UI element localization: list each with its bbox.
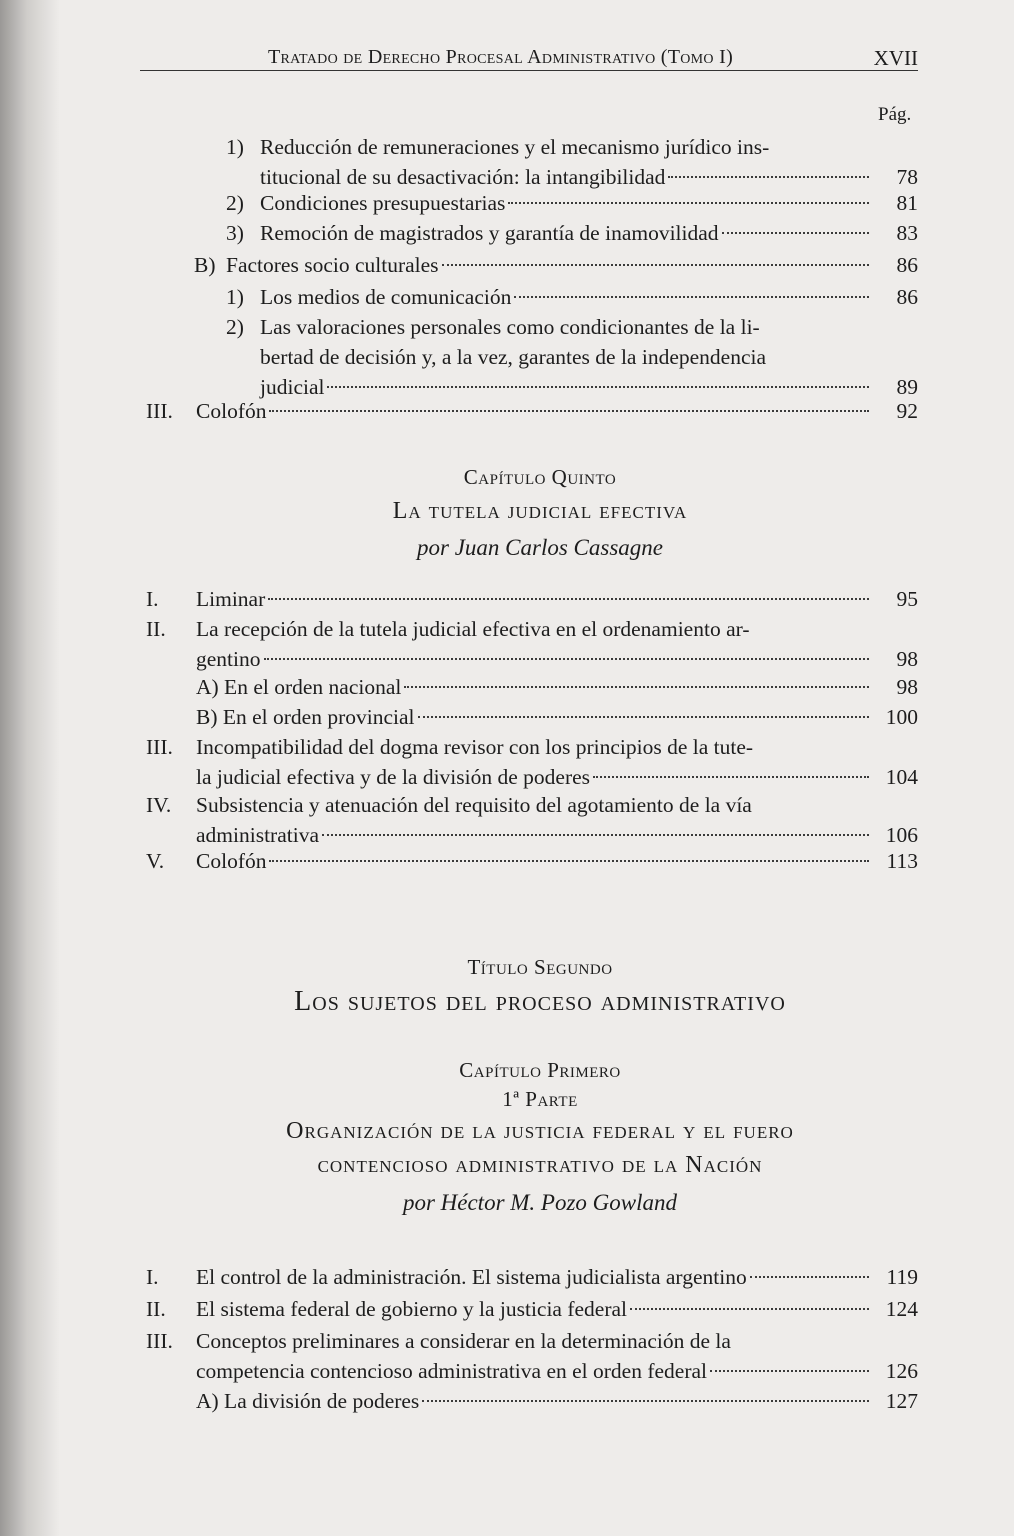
toc-entry-page: 95: [896, 587, 918, 611]
leader-dots: [750, 1276, 869, 1278]
toc-entry: [146, 1326, 918, 1386]
toc-entry-text: titucional de su desactivación: la intangibilidad: [260, 165, 666, 189]
toc-entry-text: Conceptos preliminares a considerar en la determinación de la: [196, 1329, 731, 1353]
toc-entry-text: Factores socio culturales: [226, 253, 439, 277]
toc-entry-page: 86: [896, 253, 918, 277]
toc-entry: [146, 846, 918, 876]
chapter-label: Capítulo Quinto: [463, 465, 617, 489]
toc-entry: [146, 396, 918, 426]
toc-entry: [196, 702, 918, 732]
leader-dots: [722, 232, 869, 234]
page-gutter-shadow: [0, 0, 60, 1536]
toc-entry-text: Colofón: [196, 399, 267, 423]
toc-entry-text: competencia contencioso administrativa en el orden federal: [196, 1359, 708, 1383]
toc-entry-number: 3): [226, 221, 244, 245]
toc-entry-number: B): [194, 253, 216, 277]
toc-entry-page: 86: [896, 285, 918, 309]
toc-entry-page: 100: [885, 705, 918, 729]
leader-dots: [269, 860, 869, 862]
toc-entry: [146, 1262, 918, 1292]
toc-entry: [196, 672, 918, 702]
leader-dots: [514, 296, 869, 298]
toc-entry-page: 127: [885, 1389, 918, 1413]
toc-entry: [146, 790, 918, 850]
toc-entry-text: bertad de decisión y, a la vez, garantes de la independencia: [260, 345, 767, 369]
toc-entry: [146, 584, 918, 614]
toc-entry-page: 83: [896, 221, 918, 245]
toc-entry-page: 104: [885, 765, 918, 789]
toc-entry-text: Las valoraciones personales como condicionantes de la li-: [260, 315, 760, 339]
chapter-title-line-1: Organización de la justicia federal y el fuero: [286, 1118, 794, 1144]
toc-entry: [226, 218, 918, 248]
toc-entry: [194, 250, 918, 280]
page-column-label: Pág.: [878, 104, 912, 125]
toc-entry-text: A) La división de poderes: [196, 1389, 420, 1413]
toc-entry-number: III.: [146, 735, 173, 759]
toc-entry: [146, 614, 918, 674]
chapter-author: por Juan Carlos Cassagne: [417, 535, 663, 560]
toc-entry-text: administrativa: [196, 823, 319, 847]
toc-entry-text: Los medios de comunicación: [260, 285, 512, 309]
toc-entry-page: 92: [896, 399, 918, 423]
toc-entry: [226, 282, 918, 312]
toc-entry-page: 78: [896, 165, 918, 189]
toc-entry-number: V.: [146, 849, 165, 873]
toc-entry-text: Reducción de remuneraciones y el mecanismo jurídico ins-: [260, 135, 770, 159]
toc-entry-number: II.: [146, 1297, 166, 1321]
toc-entry-page: 89: [896, 375, 918, 399]
toc-entry-page: 81: [896, 191, 918, 215]
leader-dots: [508, 202, 869, 204]
toc-entry-text: Colofón: [196, 849, 267, 873]
toc-entry-text: Incompatibilidad del dogma revisor con los principios de la tute-: [196, 735, 754, 759]
toc-entry-text: Liminar: [196, 587, 266, 611]
toc-entry-number: 2): [226, 191, 244, 215]
toc-entry: [146, 732, 918, 792]
leader-dots: [630, 1308, 869, 1310]
toc-entry: [196, 1386, 918, 1416]
toc-entry: [146, 1294, 918, 1324]
leader-dots: [418, 716, 869, 718]
page-number: XVII: [873, 46, 918, 70]
chapter-author: por Héctor M. Pozo Gowland: [402, 1190, 678, 1215]
toc-entry: [226, 312, 918, 402]
toc-entry-page: 106: [885, 823, 918, 847]
running-title: Tratado de Derecho Procesal Administrativo (Tomo I): [268, 46, 734, 68]
toc-entry-number: I.: [146, 587, 159, 611]
leader-dots: [264, 658, 870, 660]
leader-dots: [593, 776, 869, 778]
toc-entry-text: El sistema federal de gobierno y la justicia federal: [196, 1297, 628, 1321]
toc-entry-number: II.: [146, 617, 166, 641]
toc-entry-page: 98: [896, 675, 918, 699]
leader-dots: [269, 410, 869, 412]
title-label: Título Segundo: [467, 955, 613, 979]
toc-entry-page: 113: [886, 849, 918, 873]
part-label: 1ª Parte: [502, 1087, 578, 1111]
toc-entry-number: I.: [146, 1265, 159, 1289]
toc-entry-text: A) En el orden nacional: [196, 675, 402, 699]
toc-entry: [226, 188, 918, 218]
chapter-title-line-2: contencioso administrativo de la Nación: [317, 1152, 763, 1178]
toc-entry-text: El control de la administración. El sistema judicialista argentino: [196, 1265, 747, 1289]
toc-entry-page: 126: [885, 1359, 918, 1383]
toc-entry-number: 1): [226, 135, 244, 159]
chapter-label: Capítulo Primero: [459, 1058, 621, 1082]
toc-entry-text: La recepción de la tutela judicial efectiva en el ordenamiento ar-: [196, 617, 750, 641]
toc-entry-text: B) En el orden provincial: [196, 705, 415, 729]
leader-dots: [668, 176, 869, 178]
toc-entry-text: Remoción de magistrados y garantía de inamovilidad: [260, 221, 719, 245]
chapter-title: La tutela judicial efectiva: [392, 498, 688, 524]
leader-dots: [322, 834, 869, 836]
toc-entry-number: III.: [146, 1329, 173, 1353]
toc-entry-number: IV.: [146, 793, 172, 817]
leader-dots: [327, 386, 869, 388]
toc-entry-text: la judicial efectiva y de la división de poderes: [196, 765, 591, 789]
leader-dots: [268, 598, 869, 600]
toc-entry-number: III.: [146, 399, 173, 423]
leader-dots: [442, 264, 869, 266]
toc-entry-page: 119: [886, 1265, 918, 1289]
toc-entry-text: judicial: [260, 375, 325, 399]
toc-entry: [226, 132, 918, 192]
toc-entry-page: 98: [896, 647, 918, 671]
toc-entry-number: 1): [226, 285, 244, 309]
toc-entry-number: 2): [226, 315, 244, 339]
toc-entry-text: Subsistencia y atenuación del requisito del agotamiento de la vía: [196, 793, 752, 817]
running-header: [140, 40, 918, 71]
toc-entry-text: gentino: [196, 647, 261, 671]
leader-dots: [422, 1400, 869, 1402]
title-heading: Los sujetos del proceso administrativo: [294, 986, 786, 1017]
toc-entry-text: Condiciones presupuestarias: [260, 191, 506, 215]
leader-dots: [404, 686, 869, 688]
leader-dots: [710, 1370, 869, 1372]
toc-entry-page: 124: [885, 1297, 918, 1321]
